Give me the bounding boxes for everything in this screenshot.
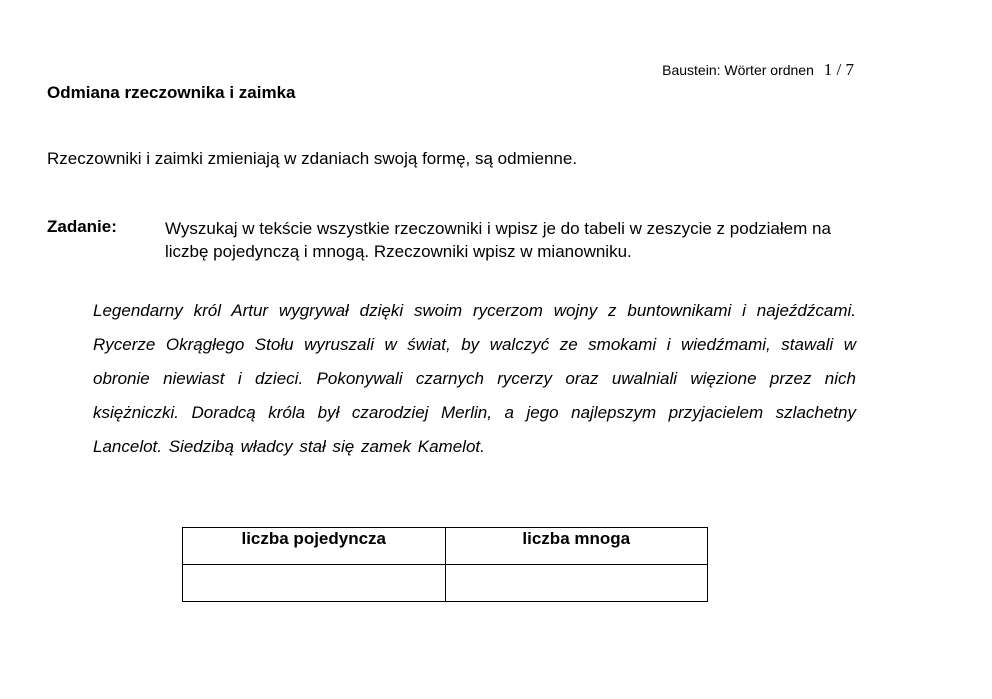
reading-passage: Legendarny król Artur wygrywał dzięki swoim rycerzom wojny z buntownikami i najeźdźcami. Rycerze Okrągłego Stołu wyruszali w świat, by walczyć ze smokami i wiedźmami, stawali w obronie niewiast i dzieci. Pokonywali czarnych rycerzy oraz uwalniali więzione przez nich księżniczki. Doradcą króla był czarodziej Merlin, a jego najlepszym przyjacielem szlachetny Lancelot. Siedzibą władcy stał się zamek Kamelot. xyxy=(93,301,856,456)
intro-text: Rzeczowniki i zaimki zmieniają w zdaniach swoją formę, są odmienne. xyxy=(47,149,578,168)
singular-cell xyxy=(183,565,446,602)
table-header-row xyxy=(183,528,708,565)
task-text: Wyszukaj w tekście wszystkie rzeczowniki i wpisz je do tabeli w zeszycie z podziałem na liczbę pojedynczą i mnogą. Rzeczowniki wpisz w mianowniku. xyxy=(165,219,831,261)
task-label: Zadanie: xyxy=(47,217,117,236)
noun-table xyxy=(182,527,708,602)
column-header-plural: liczba mnoga xyxy=(445,528,708,565)
table-row xyxy=(183,565,708,602)
plural-cell xyxy=(445,565,708,602)
page-title: Odmiana rzeczownika i zaimka xyxy=(47,83,296,102)
page-header xyxy=(662,60,854,80)
page-number: 1 / 7 xyxy=(823,60,854,79)
column-header-singular: liczba pojedyncza xyxy=(183,528,446,565)
module-label: Baustein: Wörter ordnen xyxy=(662,62,814,78)
